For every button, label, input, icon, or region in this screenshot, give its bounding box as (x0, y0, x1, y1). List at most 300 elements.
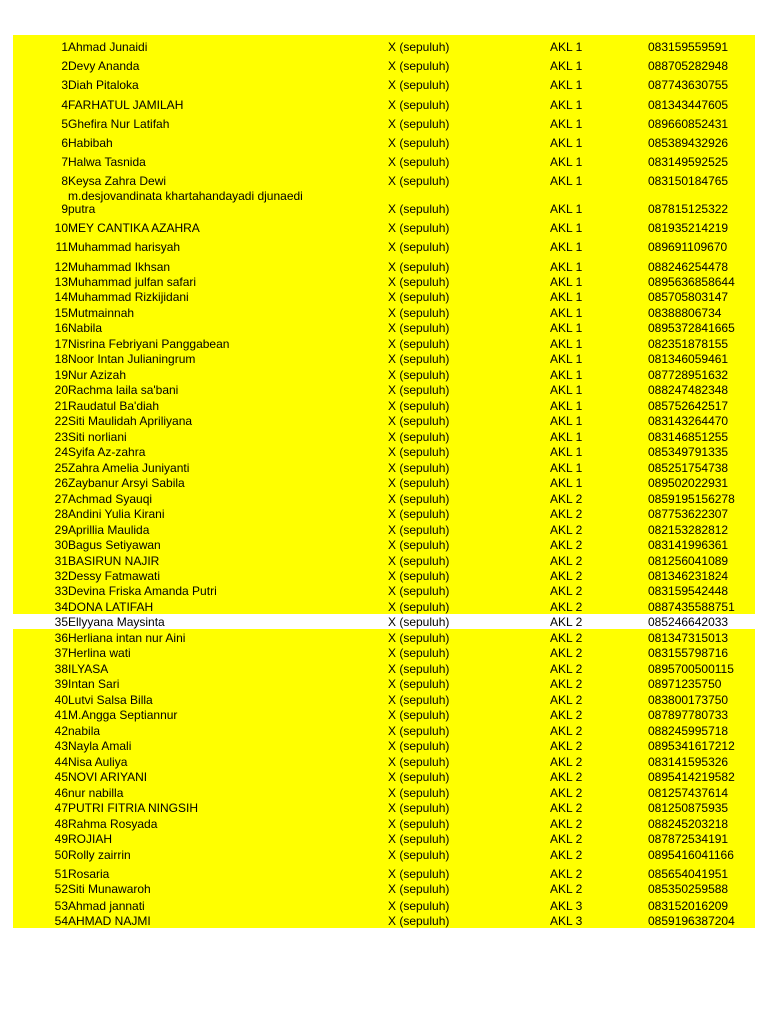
group-cell: AKL 1 (550, 430, 583, 444)
row-number-cell (13, 475, 68, 490)
table-row (13, 552, 755, 568)
student-name: Muhammad julfan safari (68, 275, 197, 289)
row-number-cell (13, 428, 68, 444)
phone-number-cell: 0895636858644 (648, 275, 735, 289)
table-row (13, 475, 755, 490)
table-row (13, 382, 755, 397)
class-cell: X (sepuluh) (388, 770, 450, 784)
row-number: 13 (54, 275, 68, 289)
table-row (13, 169, 755, 188)
class-cell: X (sepuluh) (388, 755, 450, 769)
row-number: 6 (61, 136, 68, 150)
phone-number-cell: 083143264470 (648, 414, 729, 428)
class-cell: X (sepuluh) (388, 476, 450, 490)
row-number: 44 (54, 755, 68, 769)
table-row (13, 815, 755, 831)
phone-number-cell: 085654041951 (648, 867, 729, 881)
row-number-cell (13, 382, 68, 397)
table-row (13, 351, 755, 366)
student-name: nur nabilla (68, 786, 124, 800)
student-name-cell (68, 131, 388, 150)
row-number: 23 (54, 430, 68, 444)
row-number: 15 (54, 306, 68, 320)
student-list-body (13, 35, 755, 928)
group-cell: AKL 2 (550, 523, 583, 537)
row-number-cell (13, 274, 68, 289)
student-name: Ghefira Nur Latifah (68, 117, 170, 131)
student-name: Bagus Setiyawan (68, 538, 161, 552)
student-name: Ellyyana Maysinta (68, 615, 165, 629)
class-cell: X (sepuluh) (388, 584, 450, 598)
group-cell: AKL 1 (550, 414, 583, 428)
student-name-cell (68, 335, 388, 351)
class-cell: X (sepuluh) (388, 538, 450, 552)
student-name: Nur Azizah (68, 368, 127, 382)
row-number: 54 (54, 914, 68, 928)
class-cell: X (sepuluh) (388, 306, 450, 320)
group-cell: AKL 1 (550, 202, 583, 216)
row-number: 53 (54, 899, 68, 913)
class-cell: X (sepuluh) (388, 899, 450, 913)
student-name: Aprillia Maulida (68, 523, 150, 537)
student-name-cell (68, 913, 388, 928)
row-number-cell (13, 73, 68, 92)
row-number: 20 (54, 383, 68, 397)
row-number-cell (13, 913, 68, 928)
row-number: 12 (54, 260, 68, 274)
phone-number-cell: 085350259588 (648, 882, 729, 896)
student-name-cell (68, 707, 388, 722)
student-name-cell (68, 753, 388, 769)
student-name: FARHATUL JAMILAH (68, 98, 184, 112)
student-name: Rachma laila sa'bani (68, 383, 179, 397)
table-row (13, 722, 755, 738)
row-number-cell (13, 289, 68, 304)
phone-number-cell: 083159542448 (648, 584, 729, 598)
class-cell: X (sepuluh) (388, 554, 450, 568)
student-name-cell (68, 800, 388, 815)
group-cell: AKL 1 (550, 260, 583, 274)
student-name: Andini Yulia Kirani (68, 507, 165, 521)
phone-number-cell: 083150184765 (648, 174, 729, 188)
row-number-cell (13, 397, 68, 413)
group-cell: AKL 2 (550, 507, 583, 521)
class-cell: X (sepuluh) (388, 832, 450, 846)
student-name: ILYASA (68, 662, 109, 676)
row-number: 36 (54, 631, 68, 645)
row-number: 49 (54, 832, 68, 846)
class-cell: X (sepuluh) (388, 98, 450, 112)
student-name: Siti Munawaroh (68, 882, 151, 896)
student-name-cell (68, 351, 388, 366)
row-number-cell (13, 645, 68, 660)
phone-number-cell: 087897780733 (648, 708, 729, 722)
student-name-cell (68, 382, 388, 397)
group-cell: AKL 1 (550, 59, 583, 73)
row-number: 24 (54, 445, 68, 459)
class-cell: X (sepuluh) (388, 461, 450, 475)
table-row (13, 614, 755, 629)
class-cell: X (sepuluh) (388, 739, 450, 753)
group-cell: AKL 1 (550, 221, 583, 235)
group-cell: AKL 2 (550, 755, 583, 769)
table-row (13, 131, 755, 150)
student-name: Lutvi Salsa Billa (68, 693, 153, 707)
row-number: 14 (54, 290, 68, 304)
table-row (13, 459, 755, 475)
class-cell: X (sepuluh) (388, 117, 450, 131)
row-number: 17 (54, 337, 68, 351)
student-name-cell (68, 274, 388, 289)
student-name: Siti Maulidah Apriliyana (68, 414, 193, 428)
row-number-cell (13, 35, 68, 54)
class-cell: X (sepuluh) (388, 40, 450, 54)
table-row (13, 188, 755, 216)
student-name: Halwa Tasnida (68, 155, 146, 169)
class-cell: X (sepuluh) (388, 677, 450, 691)
student-name: MEY CANTIKA AZAHRA (68, 221, 200, 235)
class-cell: X (sepuluh) (388, 523, 450, 537)
table-row (13, 304, 755, 320)
student-name: Ahmad jannati (68, 899, 145, 913)
row-number: 26 (54, 476, 68, 490)
student-name-cell (68, 216, 388, 235)
row-number-cell (13, 320, 68, 335)
group-cell: AKL 1 (550, 275, 583, 289)
group-cell: AKL 2 (550, 584, 583, 598)
row-number-cell (13, 896, 68, 913)
group-cell: AKL 1 (550, 476, 583, 490)
row-number: 38 (54, 662, 68, 676)
phone-number-cell: 08388806734 (648, 306, 722, 320)
student-name-cell (68, 568, 388, 583)
class-cell: X (sepuluh) (388, 202, 450, 216)
table-row (13, 568, 755, 583)
table-row (13, 397, 755, 413)
row-number-cell (13, 691, 68, 707)
row-number: 34 (54, 600, 68, 614)
class-cell: X (sepuluh) (388, 693, 450, 707)
group-cell: AKL 1 (550, 306, 583, 320)
phone-number-cell: 089660852431 (648, 117, 729, 131)
row-number: 18 (54, 352, 68, 366)
table-row (13, 738, 755, 753)
group-cell: AKL 2 (550, 770, 583, 784)
phone-number-cell: 08971235750 (648, 677, 722, 691)
group-cell: AKL 1 (550, 40, 583, 54)
group-cell: AKL 1 (550, 155, 583, 169)
table-row (13, 896, 755, 913)
group-cell: AKL 2 (550, 832, 583, 846)
student-name-cell (68, 428, 388, 444)
class-cell: X (sepuluh) (388, 724, 450, 738)
group-cell: AKL 2 (550, 801, 583, 815)
group-cell: AKL 1 (550, 352, 583, 366)
row-number: 27 (54, 492, 68, 506)
class-cell: X (sepuluh) (388, 507, 450, 521)
row-number-cell (13, 413, 68, 428)
class-cell: X (sepuluh) (388, 492, 450, 506)
table-row (13, 413, 755, 428)
student-name: BASIRUN NAJIR (68, 554, 160, 568)
group-cell: AKL 1 (550, 78, 583, 92)
phone-number-cell: 082351878155 (648, 337, 729, 351)
group-cell: AKL 1 (550, 98, 583, 112)
student-name-cell (68, 92, 388, 112)
table-row (13, 645, 755, 660)
student-name-cell (68, 691, 388, 707)
phone-number-cell: 081250875935 (648, 801, 729, 815)
student-name-cell (68, 831, 388, 846)
table-row (13, 831, 755, 846)
class-cell: X (sepuluh) (388, 646, 450, 660)
phone-number-cell: 0895341617212 (648, 739, 735, 753)
student-name: Rolly zairrin (68, 848, 131, 862)
row-number: 21 (54, 399, 68, 413)
student-name: Keysa Zahra Dewi (68, 174, 167, 188)
row-number: 22 (54, 414, 68, 428)
student-name: Noor Intan Julianingrum (68, 352, 196, 366)
phone-number-cell: 081256041089 (648, 554, 729, 568)
group-cell: AKL 2 (550, 786, 583, 800)
row-number-cell (13, 738, 68, 753)
table-row (13, 490, 755, 506)
student-name-cell (68, 475, 388, 490)
student-name-cell (68, 459, 388, 475)
row-number-cell (13, 235, 68, 254)
row-number-cell (13, 335, 68, 351)
row-number-cell (13, 753, 68, 769)
table-row (13, 629, 755, 645)
table-row (13, 235, 755, 254)
table-row (13, 583, 755, 598)
row-number: 28 (54, 507, 68, 521)
group-cell: AKL 2 (550, 817, 583, 831)
row-number-cell (13, 351, 68, 366)
phone-number-cell: 083155798716 (648, 646, 729, 660)
group-cell: AKL 2 (550, 646, 583, 660)
class-cell: X (sepuluh) (388, 600, 450, 614)
row-number-cell (13, 131, 68, 150)
student-name-cell (68, 676, 388, 691)
class-cell: X (sepuluh) (388, 631, 450, 645)
student-name-cell (68, 784, 388, 800)
table-row (13, 35, 755, 54)
row-number: 40 (54, 693, 68, 707)
student-name: Nisa Auliya (68, 755, 128, 769)
group-cell: AKL 1 (550, 174, 583, 188)
student-name: Muhammad harisyah (68, 240, 181, 254)
group-cell: AKL 2 (550, 867, 583, 881)
class-cell: X (sepuluh) (388, 817, 450, 831)
student-name-cell (68, 583, 388, 598)
group-cell: AKL 1 (550, 399, 583, 413)
phone-number-cell: 0895414219582 (648, 770, 735, 784)
table-row (13, 769, 755, 784)
group-cell: AKL 2 (550, 724, 583, 738)
table-row (13, 366, 755, 382)
student-name-cell (68, 490, 388, 506)
student-name: Herlina wati (68, 646, 131, 660)
student-name-cell (68, 722, 388, 738)
row-number: 52 (54, 882, 68, 896)
table-row (13, 92, 755, 112)
student-name-cell (68, 235, 388, 254)
row-number-cell (13, 112, 68, 131)
table-row (13, 800, 755, 815)
phone-number-cell: 083800173750 (648, 693, 729, 707)
student-name: Nisrina Febriyani Panggabean (68, 337, 230, 351)
student-name-cell (68, 738, 388, 753)
row-number: 2 (61, 59, 68, 73)
row-number: 35 (54, 615, 68, 629)
row-number: 51 (54, 867, 68, 881)
phone-number-cell: 0887435588751 (648, 600, 735, 614)
row-number: 9 (61, 202, 68, 216)
row-number: 42 (54, 724, 68, 738)
phone-number-cell: 083149592525 (648, 155, 729, 169)
group-cell: AKL 2 (550, 554, 583, 568)
row-number-cell (13, 800, 68, 815)
group-cell: AKL 1 (550, 136, 583, 150)
row-number-cell (13, 614, 68, 629)
student-name: Dessy Fatmawati (68, 569, 161, 583)
class-cell: X (sepuluh) (388, 368, 450, 382)
class-cell: X (sepuluh) (388, 352, 450, 366)
student-name: Siti norliani (68, 430, 127, 444)
student-name: NOVI ARIYANI (68, 770, 148, 784)
row-number: 30 (54, 538, 68, 552)
student-name: Devina Friska Amanda Putri (68, 584, 217, 598)
phone-number-cell: 0859196387204 (648, 914, 735, 928)
phone-number-cell: 083141996361 (648, 538, 729, 552)
student-name: Zaybanur Arsyi Sabila (68, 476, 185, 490)
class-cell: X (sepuluh) (388, 337, 450, 351)
row-number-cell (13, 150, 68, 169)
row-number: 16 (54, 321, 68, 335)
table-row (13, 73, 755, 92)
row-number: 50 (54, 848, 68, 862)
row-number: 11 (55, 240, 68, 254)
student-name: Rahma Rosyada (68, 817, 158, 831)
table-row (13, 691, 755, 707)
group-cell: AKL 3 (550, 899, 583, 913)
student-name: PUTRI FITRIA NINGSIH (68, 801, 199, 815)
row-number: 48 (54, 817, 68, 831)
class-cell: X (sepuluh) (388, 260, 450, 274)
row-number-cell (13, 552, 68, 568)
phone-number-cell: 087743630755 (648, 78, 729, 92)
class-cell: X (sepuluh) (388, 399, 450, 413)
class-cell: X (sepuluh) (388, 801, 450, 815)
student-name: Mutmainnah (68, 306, 135, 320)
group-cell: AKL 1 (550, 383, 583, 397)
student-name: Nayla Amali (68, 739, 132, 753)
phone-number-cell: 088705282948 (648, 59, 729, 73)
row-number-cell (13, 881, 68, 896)
table-row (13, 254, 755, 274)
student-name: Nabila (68, 321, 103, 335)
student-name-cell (68, 320, 388, 335)
group-cell: AKL 2 (550, 708, 583, 722)
phone-number-cell: 082153282812 (648, 523, 729, 537)
row-number: 39 (54, 677, 68, 691)
table-row (13, 846, 755, 862)
phone-number-cell: 085246642033 (648, 615, 729, 629)
row-number-cell (13, 521, 68, 537)
row-number: 29 (54, 523, 68, 537)
student-name-cell (68, 169, 388, 188)
phone-number-cell: 0895416041166 (648, 848, 734, 862)
group-cell: AKL 2 (550, 739, 583, 753)
student-name: DONA LATIFAH (68, 600, 154, 614)
phone-number-cell: 085349791335 (648, 445, 729, 459)
student-name-cell (68, 598, 388, 614)
row-number-cell (13, 722, 68, 738)
phone-number-cell: 088245995718 (648, 724, 729, 738)
class-cell: X (sepuluh) (388, 174, 450, 188)
table-row (13, 289, 755, 304)
student-name-cell (68, 769, 388, 784)
table-row (13, 660, 755, 676)
row-number: 25 (54, 461, 68, 475)
table-row (13, 862, 755, 881)
student-name-cell (68, 660, 388, 676)
student-name: Intan Sari (68, 677, 120, 691)
student-name-cell (68, 537, 388, 552)
student-name: Syifa Az-zahra (68, 445, 146, 459)
group-cell: AKL 2 (550, 600, 583, 614)
row-number-cell (13, 676, 68, 691)
row-number: 3 (61, 78, 68, 92)
group-cell: AKL 1 (550, 321, 583, 335)
table-row (13, 150, 755, 169)
student-name: Ahmad Junaidi (68, 40, 148, 54)
student-name: Devy Ananda (68, 59, 140, 73)
group-cell: AKL 2 (550, 615, 583, 629)
class-cell: X (sepuluh) (388, 848, 450, 862)
table-row (13, 335, 755, 351)
student-name-cell (68, 815, 388, 831)
student-name-cell (68, 188, 388, 216)
student-name: ROJIAH (68, 832, 113, 846)
student-name-cell (68, 254, 388, 274)
row-number-cell (13, 831, 68, 846)
class-cell: X (sepuluh) (388, 221, 450, 235)
group-cell: AKL 2 (550, 882, 583, 896)
table-row (13, 112, 755, 131)
row-number-cell (13, 490, 68, 506)
class-cell: X (sepuluh) (388, 430, 450, 444)
class-cell: X (sepuluh) (388, 59, 450, 73)
student-name: nabila (68, 724, 101, 738)
row-number: 19 (54, 368, 68, 382)
row-number-cell (13, 444, 68, 459)
row-number-cell (13, 568, 68, 583)
phone-number-cell: 085752642517 (648, 399, 729, 413)
row-number-cell (13, 583, 68, 598)
row-number: 33 (54, 584, 68, 598)
row-number: 5 (61, 117, 68, 131)
class-cell: X (sepuluh) (388, 321, 450, 335)
student-name: Muhammad Rizkijidani (68, 290, 189, 304)
student-name-cell (68, 444, 388, 459)
phone-number-cell: 0895700500115 (648, 662, 734, 676)
group-cell: AKL 2 (550, 538, 583, 552)
table-row (13, 444, 755, 459)
class-cell: X (sepuluh) (388, 708, 450, 722)
table-row (13, 707, 755, 722)
